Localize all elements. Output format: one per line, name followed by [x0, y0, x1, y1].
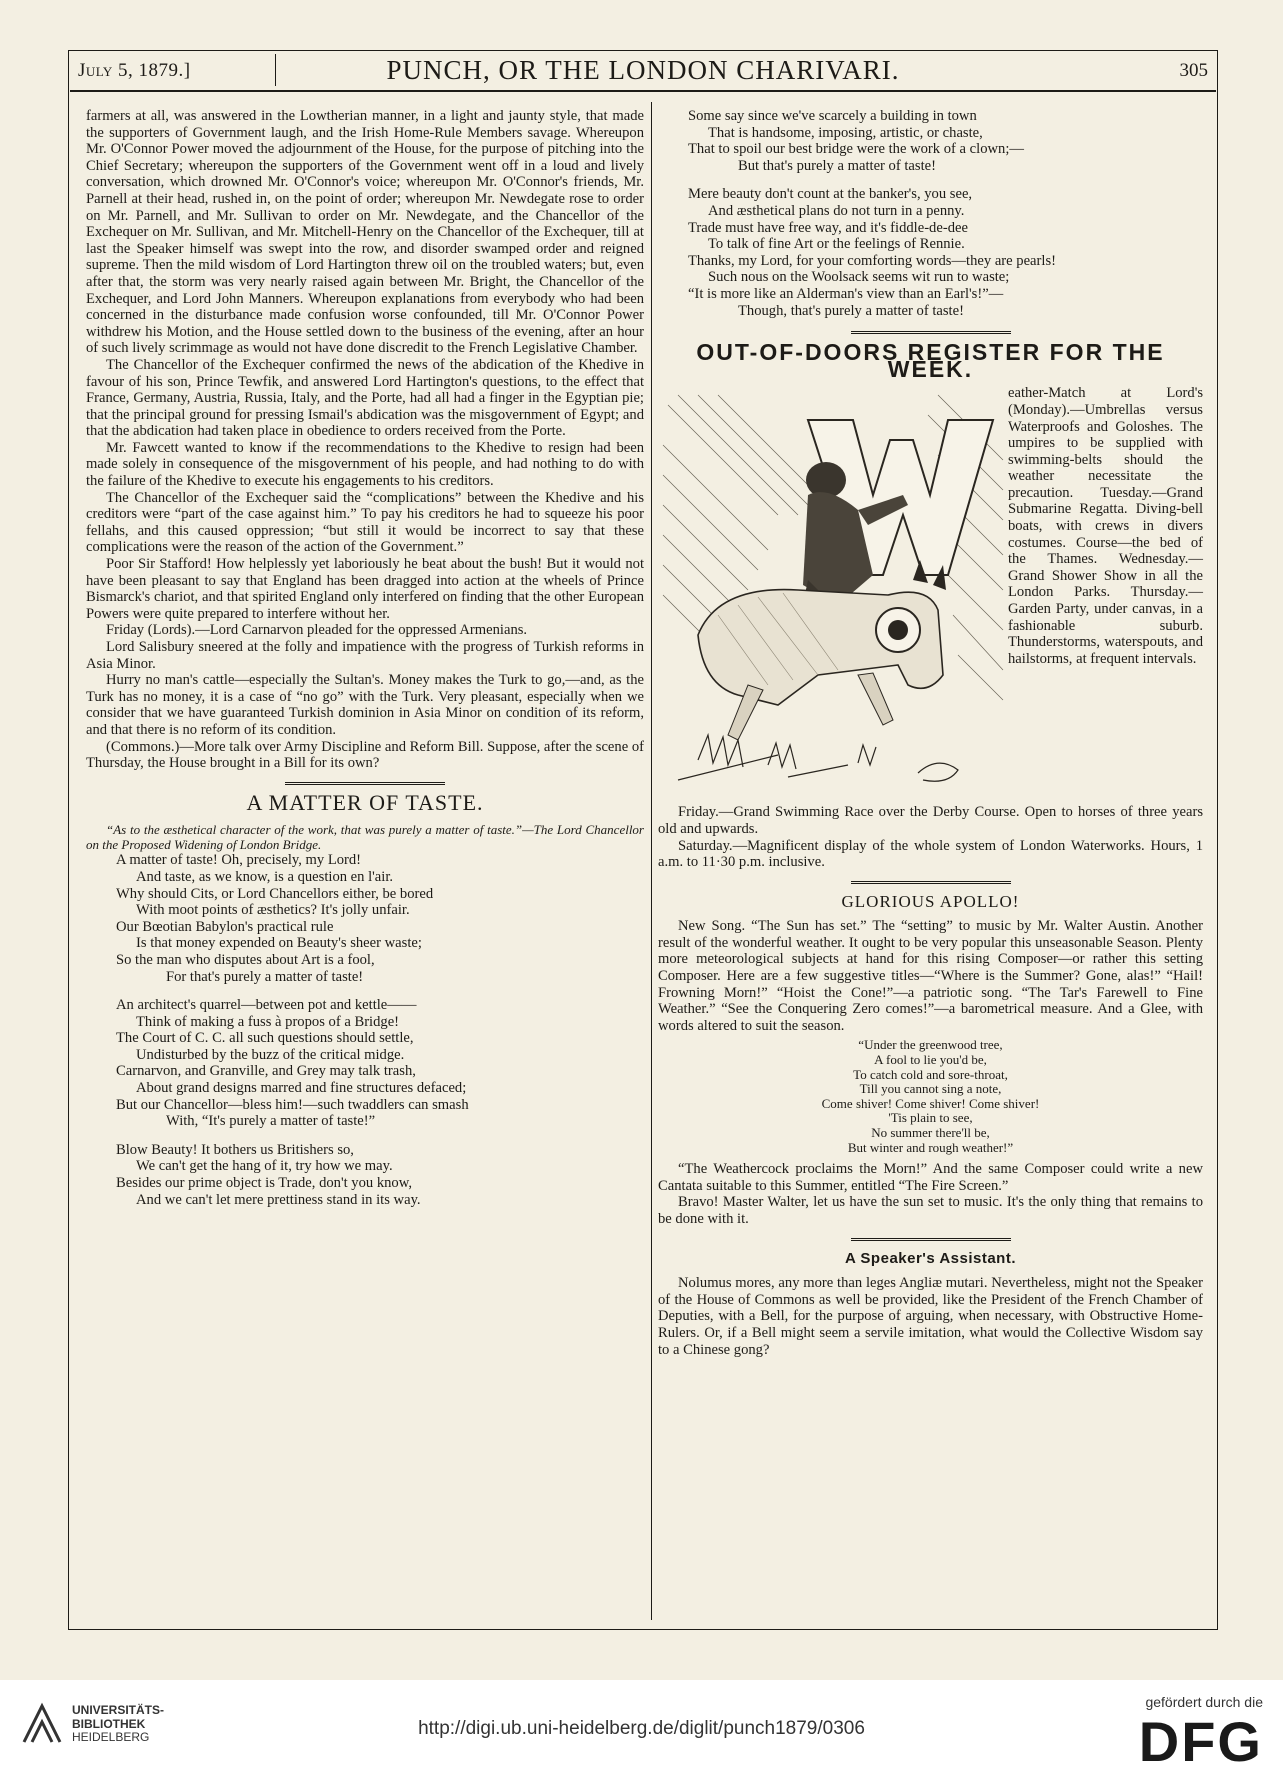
paragraph: New Song. “The Sun has set.” The “setting” to music by Mr. Walter Austin. Another result of the wonderful weather. It ought to be very popular this unseasonable Season. Plenty more meteorological subjects at hand for this rising Composer—or rather this setting Composer. Here are a few suggestive titles—“Where is the Summer? Gone, alas!” “Hail! Frowning Morn!” “Hoist the Cone!”—a patriotic song. “The Tar's Farewell to Fine Weather.” “See the Conquering Zero comes!”—a barometrical measure. And a Glee, with words altered to suit the season.	[658, 918, 1203, 1034]
section-rule	[851, 881, 1011, 884]
section-rule	[285, 782, 445, 785]
verse-line: The Court of C. C. all such questions should settle,	[116, 1030, 414, 1047]
paragraph: The Chancellor of the Exchequer said the “complications” between the Khedive and his creditors were “part of the case against him.” To pay his creditors he had to squeeze his poor fellahs, and this caused oppression; “but still it would be incorrect to say that these complications were the reason of the action of the Government.”	[86, 489, 644, 556]
library-line: UNIVERSITÄTS-	[72, 1703, 165, 1717]
verse-line: Come shiver! Come shiver! Come shiver!	[821, 1095, 1040, 1111]
page-number: 305	[1179, 60, 1208, 81]
verse-line: Is that money expended on Beauty's sheer waste;	[136, 935, 422, 952]
verse-line: No summer there'll be,	[871, 1125, 990, 1140]
paragraph: Saturday.—Magnificent display of the whole system of London Waterworks. Hours, 1 a.m. to 11·30 p.m. inclusive.	[658, 837, 1203, 871]
running-header	[70, 50, 1216, 92]
left-column	[86, 108, 644, 1220]
verse-line: But our Chancellor—bless him!—such twaddlers can smash	[116, 1096, 469, 1113]
verse-line: 'Tis plain to see,	[888, 1110, 973, 1126]
verse-line: Besides our prime object is Trade, don't you know,	[116, 1175, 412, 1192]
verse-line: “Under the greenwood tree,	[858, 1037, 1003, 1053]
verse-line: And æsthetical plans do not turn in a penny.	[708, 202, 965, 219]
horse-rider-illustration	[658, 385, 1008, 800]
epigraph: “As to the æsthetical character of the work, that was purely a matter of taste.”—The Lord Chancellor on the Proposed Widening of London Bridge.	[86, 822, 644, 852]
digitization-footer	[0, 1680, 1283, 1779]
verse-line: To catch cold and sore-throat,	[853, 1066, 1008, 1082]
verse-line: But that's purely a matter of taste!	[738, 157, 936, 174]
paragraph: Mr. Fawcett wanted to know if the recommendations to the Khedive to resign had been made solely in consequence of the misgovernment of his people, and had nothing to do with the failure of the Khedive to execute his engagements to his creditors.	[86, 439, 644, 490]
verse-line: Think of making a fuss à propos of a Bridge!	[136, 1013, 400, 1030]
paragraph: Bravo! Master Walter, let us have the sun set to music. It's the only thing that remains to be done with it.	[658, 1194, 1203, 1227]
verse-line: A fool to lie you'd be,	[874, 1052, 987, 1068]
stanza	[658, 108, 1203, 174]
article-title-apollo: GLORIOUS APOLLO!	[841, 891, 1020, 911]
verse-line: That to spoil our best bridge were the work of a clown;—	[688, 141, 1024, 158]
paragraph: Hurry no man's cattle—especially the Sultan's. Money makes the Turk to go,—and, as the Turk has no money, it is a case of “no go” with the Turk. Very pleasant, especially when we consider that we have guaranteed Turkish dominion in Asia Minor on condition of its reform, and that there is no reform of its condition.	[86, 672, 644, 738]
grass-tufts	[678, 735, 958, 781]
stanza	[658, 186, 1203, 319]
verse-line: Trade must have free way, and it's fiddle-de-dee	[688, 219, 968, 236]
verse-line: And we can't let mere prettiness stand in its way.	[136, 1191, 421, 1208]
verse-line: To talk of fine Art or the feelings of Rennie.	[708, 236, 965, 253]
paragraph: “The Weathercock proclaims the Morn!” And the same Composer could write a new Cantata suitable to this Summer, entitled “The Fire Screen.”	[658, 1161, 1203, 1194]
verse-line: Mere beauty don't count at the banker's, you see,	[688, 186, 973, 203]
right-column	[658, 108, 1203, 1358]
paragraph: Poor Sir Stafford! How helplessly yet laboriously he beat about the bush! But it would not have been pleasant to say that England has been dragged into action at the wheels of Prince Bismarck's chariot, and that spirited England only interfered on finding that the other European Powers were quite prepared to interfere without her.	[86, 556, 644, 622]
verse-line: Our Bœotian Babylon's practical rule	[116, 918, 334, 935]
section-rule	[851, 1238, 1011, 1241]
verse-line: With moot points of æsthetics? It's jolly unfair.	[136, 902, 410, 919]
verse-line: Till you cannot sing a note,	[859, 1081, 1002, 1097]
masthead-title: PUNCH, OR THE LONDON CHARIVARI.	[386, 55, 900, 85]
verse-line: Blow Beauty! It bothers us Britishers so,	[116, 1141, 354, 1158]
verse-line: Undisturbed by the buzz of the critical midge.	[136, 1046, 405, 1063]
glee-verse	[658, 1038, 1203, 1155]
verse-line: A matter of taste! Oh, precisely, my Lord!	[116, 852, 362, 869]
verse-line: But winter and rough weather!”	[847, 1139, 1014, 1155]
verse-line: For that's purely a matter of taste!	[166, 968, 364, 985]
funding-note: gefördert durch die	[1145, 1694, 1263, 1710]
stanza	[86, 997, 644, 1130]
verse-line: We can't get the hang of it, try how we may.	[136, 1158, 393, 1175]
verse-line: Thanks, my Lord, for your comforting words—they are pearls!	[688, 252, 1056, 269]
newspaper-page	[68, 50, 1218, 1630]
verse-line: And taste, as we know, is a question en l'air.	[136, 868, 394, 885]
register-block	[658, 385, 1203, 800]
column-divider	[651, 102, 652, 1620]
dfg-logo: DFG	[1138, 1710, 1263, 1773]
verse-line: Some say since we've scarcely a building in town	[688, 108, 977, 124]
verse-line: With, “It's purely a matter of taste!”	[166, 1113, 376, 1130]
issue-date: July 5, 1879.]	[78, 60, 191, 81]
verse-line: “It is more like an Alderman's view than an Earl's!”—	[688, 285, 1004, 302]
verse-line: An architect's quarrel—between pot and kettle——	[116, 997, 417, 1014]
verse-line: Why should Cits, or Lord Chancellors either, be bored	[116, 885, 434, 902]
paragraph: The Chancellor of the Exchequer confirmed the news of the abdication of the Khedive in favour of his son, Prince Tewfik, and answered Lord Hartington's questions, to the effect that France, Germany, Austria, Russia, Italy, and the Porte, had all had a finger in the Egyptian pie; that the principal ground for pressing Ismail's abdication was the misgovernment of Egypt; and that the abdication had taken place in obedience to orders received from the Porte.	[86, 356, 644, 440]
permalink[interactable]: http://digi.ub.uni-heidelberg.de/diglit/punch1879/0306	[418, 1718, 865, 1739]
library-line: BIBLIOTHEK	[72, 1716, 146, 1731]
article-title-taste: A MATTER OF TASTE.	[246, 789, 484, 815]
paragraph: farmers at all, was answered in the Lowtherian manner, in a light and jaunty style, that made the supporters of Government laugh, and the Irish Home-Rule Members savage. Whereupon Mr. O'Connor Power moved the adjournment of the House, for the purpose of pitching into the Chief Secretary; whereupon the supporters of the Government went off in a loud and lively conversation, which drowned Mr. O'Connor's voice; whereupon Mr. O'Connor's friends, Mr. Parnell at their head, rushed in, on the point of order; whereupon Mr. Newdegate rose to order on Mr. Parnell, and Mr. Sullivan to order on Mr. Newdegate, and the Chancellor of the Exchequer on Mr. Sullivan, and Mr. Mitchell-Henry on the Chancellor of the Exchequer, till at last the Speaker himself was swept into the row, and disorder swamped order and reigned supreme. Then the mild wisdom of Lord Hartington threw oil on the troubled waters; but, even after that, the storm was very nearly raised again between Mr. Bright, the Chancellor of the Exchequer, and Lord John Manners. Whereupon explanations from everybody who had been concerned in the disturbance made confusion worse confounded, till Mr. O'Connor Power withdrew his Motion, and the House settled down to the business of the evening, after an hour of such lively scrimmage as would not have done discredit to the French Legislative Chamber.	[86, 108, 644, 357]
stanza	[86, 1142, 644, 1208]
verse-line: Though, that's purely a matter of taste!	[738, 302, 964, 319]
paragraph: Friday.—Grand Swimming Race over the Derby Course. Open to horses of three years old and upwards.	[658, 804, 1203, 837]
verse-line: Carnarvon, and Granville, and Grey may talk trash,	[116, 1063, 416, 1080]
register-side-text: eather-Match at Lord's (Monday).—Umbrellas versus Waterproofs and Goloshes. The umpires to be supplied with swimming-belts should the weather necessitate the precaution. Tuesday.—Grand Submarine Regatta. Diving-bell boats, with crews in divers costumes. Course—the bed of the Thames. Wednesday.—Grand Shower Show in all the London Parks. Thursday.—Garden Party, under canvas, in a fashionable suburb. Thunderstorms, waterspouts, and hailstorms, at frequent intervals.	[1008, 385, 1203, 667]
article-title-speaker: A Speaker's Assistant.	[844, 1249, 1017, 1267]
paragraph: Nolumus mores, any more than leges Angliæ mutari. Nevertheless, might not the Speaker of the House of Commons as well be provided, like the President of the French Chamber of Deputies, with a Bell, for the purpose of arguing, when necessary, with Obstructive Home-Rulers. Or, if a Bell might seem a servile imitation, what would the Collective Wisdom say to a Chinese gong?	[658, 1275, 1203, 1358]
library-line: HEIDELBERG	[72, 1730, 150, 1744]
verse-line: So the man who disputes about Art is a fool,	[116, 951, 375, 968]
verse-line: About grand designs marred and fine structures defaced;	[136, 1080, 467, 1097]
verse-line: That is handsome, imposing, artistic, or chaste,	[708, 124, 983, 141]
paragraph: Lord Salisbury sneered at the folly and impatience with the progress of Turkish reforms in Asia Minor.	[86, 639, 644, 672]
article-title-register: OUT-OF-DOORS REGISTER FOR THE WEEK.	[696, 339, 1165, 382]
verse-line: Such nous on the Woolsack seems wit run to waste;	[708, 269, 1010, 286]
section-rule	[851, 331, 1011, 334]
paragraph: Friday (Lords).—Lord Carnarvon pleaded for the oppressed Armenians.	[106, 622, 528, 639]
stanza	[86, 852, 644, 985]
paragraph: (Commons.)—More talk over Army Discipline and Reform Bill. Suppose, after the scene of Thursday, the House brought in a Bill for its own?	[86, 738, 644, 772]
